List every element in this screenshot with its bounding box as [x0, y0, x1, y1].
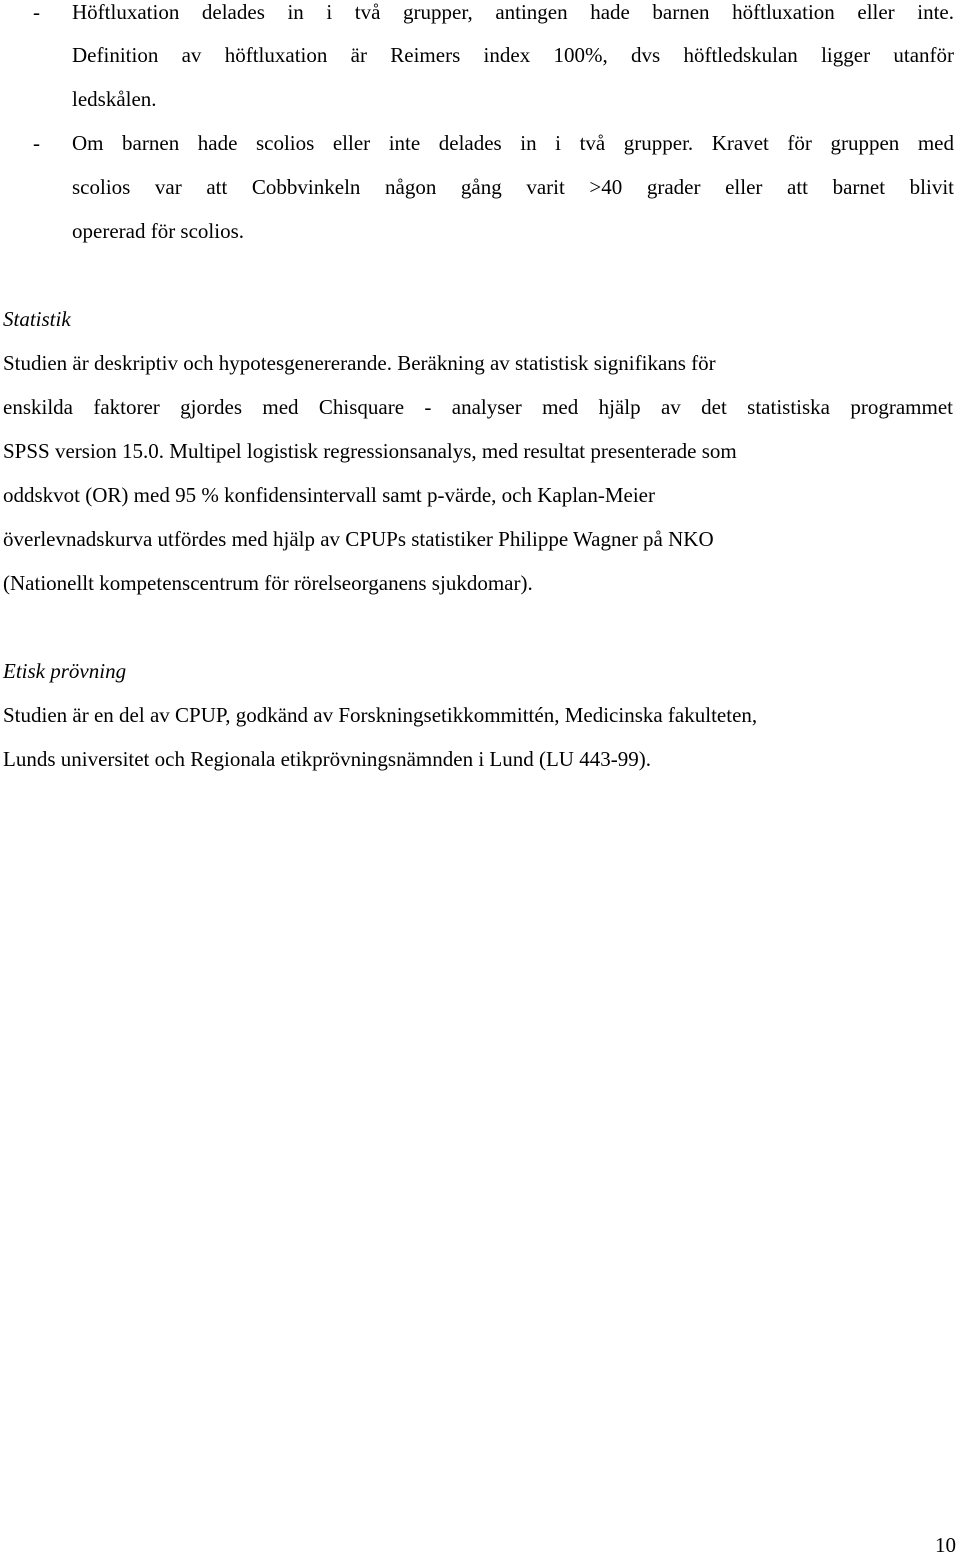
- paragraph-line: Studien är deskriptiv och hypotesgenererande. Beräkning av statistisk signifikans för: [3, 351, 716, 375]
- page-number: 10: [935, 1533, 956, 1557]
- list-item-line: scolios var att Cobbvinkeln någon gång varit >40 grader eller att barnet blivit: [72, 175, 954, 199]
- list-bullet: -: [33, 0, 40, 24]
- paragraph-line: överlevnadskurva utfördes med hjälp av CPUPs statistiker Philippe Wagner på NKO: [3, 527, 714, 551]
- list-bullet: -: [33, 131, 40, 155]
- list-item-line: Om barnen hade scolios eller inte delades in i två grupper. Kravet för gruppen med: [72, 131, 954, 155]
- paragraph-line: SPSS version 15.0. Multipel logistisk regressionsanalys, med resultat presenterade som: [3, 439, 737, 463]
- paragraph-line: Studien är en del av CPUP, godkänd av Forskningsetikkommittén, Medicinska fakulteten,: [3, 703, 758, 727]
- section-heading-statistik: Statistik: [3, 307, 71, 331]
- paragraph-line: (Nationellt kompetenscentrum för rörelseorganens sjukdomar).: [3, 571, 533, 595]
- list-item-line: Höftluxation delades in i två grupper, antingen hade barnen höftluxation eller inte.: [72, 0, 954, 24]
- list-item-line: Definition av höftluxation är Reimers index 100%, dvs höftledskulan ligger utanför: [72, 43, 954, 67]
- list-item-line: opererad för scolios.: [72, 219, 245, 243]
- paragraph-line: Lunds universitet och Regionala etikprövningsnämnden i Lund (LU 443-99).: [3, 747, 651, 771]
- section-heading-etisk-provning: Etisk prövning: [3, 659, 127, 683]
- paragraph-line: enskilda faktorer gjordes med Chisquare - analyser med hjälp av det statistiska programmet: [3, 395, 953, 419]
- list-item-line: ledskålen.: [72, 87, 157, 111]
- paragraph-line: oddskvot (OR) med 95 % konfidensintervall samt p-värde, och Kaplan-Meier: [3, 483, 655, 507]
